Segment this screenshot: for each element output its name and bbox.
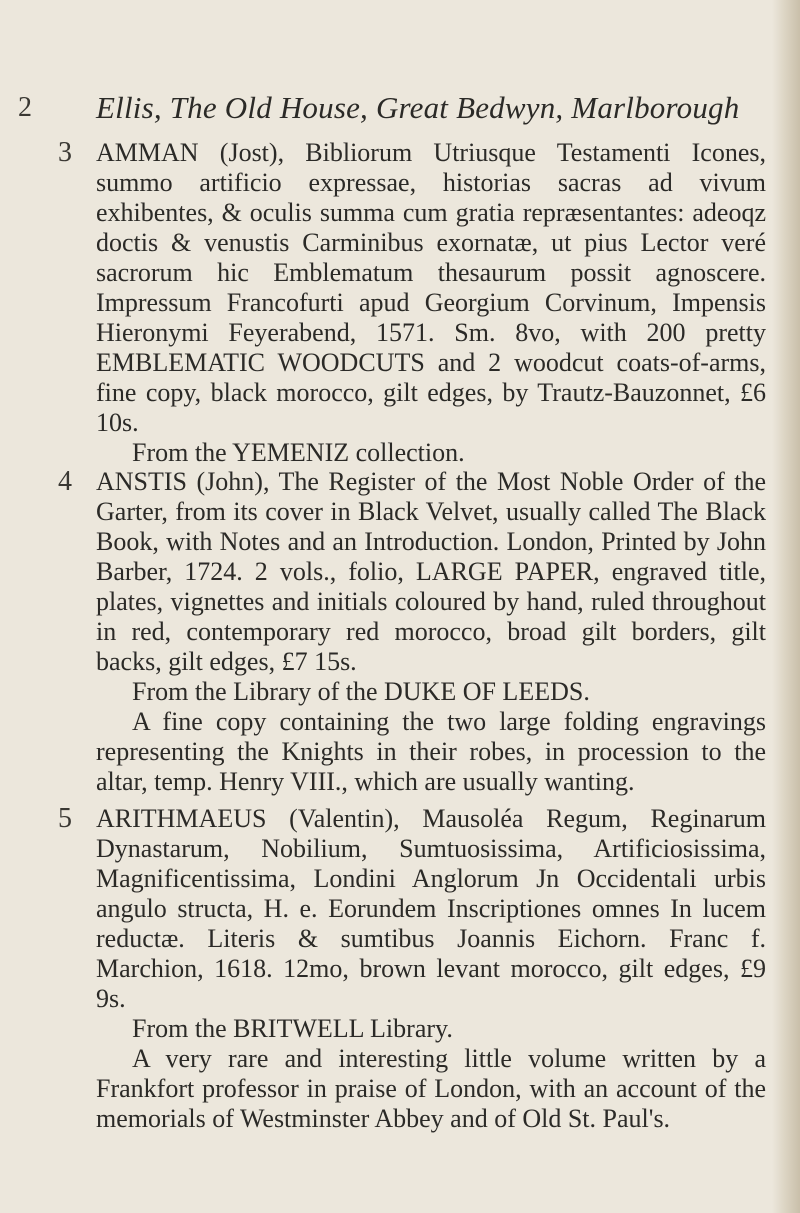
lot-number: 3 bbox=[58, 137, 72, 168]
entry-text-3 bbox=[96, 138, 766, 468]
entry-provenance: From the YEMENIZ collection. bbox=[132, 438, 465, 467]
entry-note: A very rare and interesting little volume written by a Frankfort professor in praise of London, with an account of the memorials of Westminster Abbey and of Old St. Paul's. bbox=[96, 1044, 766, 1133]
page-number: 2 bbox=[18, 92, 32, 123]
lot-number: 5 bbox=[58, 803, 72, 834]
entry-description: ANSTIS (John), The Register of the Most Noble Order of the Garter, from its cover in Black Velvet, usually called The Black Book, with Notes and an Introduction. London, Printed by John Barber, 1724. 2 vols., folio, LARGE PAPER, engraved title, plates, vignettes and initials coloured by hand, ruled throughout in red, contemporary red morocco, broad gilt borders, gilt backs, gilt edges, £7 15s. bbox=[96, 467, 766, 676]
entry-text-5 bbox=[96, 804, 766, 1134]
entry-provenance: From the Library of the DUKE OF LEEDS. bbox=[132, 677, 590, 706]
entry-note: A fine copy containing the two large folding engravings representing the Knights in their robes, in procession to the altar, temp. Henry VIII., which are usually wanting. bbox=[96, 707, 766, 796]
page-edge-shadow bbox=[772, 0, 800, 1213]
entry-description: ARITHMAEUS (Valentin), Mausoléa Regum, Reginarum Dynastarum, Nobilium, Sumtuosissima, Artificiosissima, Magnificentissima, Londini Anglorum Jn Occidentali urbis angulo structa, H. e. Eorundem Inscriptiones omnes In lucem reductæ. Literis & sumtibus Joannis Eichorn. Franc f. Marchion, 1618. 12mo, brown levant morocco, gilt edges, £9 9s. bbox=[96, 804, 766, 1013]
entry-provenance: From the BRITWELL Library. bbox=[132, 1014, 453, 1043]
running-header: Ellis, The Old House, Great Bedwyn, Marlborough bbox=[96, 90, 740, 125]
entry-description: AMMAN (Jost), Bibliorum Utriusque Testamenti Icones, summo artificio expressae, historias sacras ad vivum exhibentes, & oculis summa cum gratia repræsentantes: adeoqz doctis & venustis Carminibus exornatæ, ut pius Lector veré sacrorum hic Emblematum thesaurum possit agnoscere. Impressum Francofurti apud Georgium Corvinum, Impensis Hieronymi Feyerabend, 1571. Sm. 8vo, with 200 pretty EMBLEMATIC WOODCUTS and 2 woodcut coats-of-arms, fine copy, black morocco, gilt edges, by Trautz-Bauzonnet, £6 10s. bbox=[96, 138, 766, 437]
lot-number: 4 bbox=[58, 466, 72, 497]
entry-text-4 bbox=[96, 467, 766, 797]
